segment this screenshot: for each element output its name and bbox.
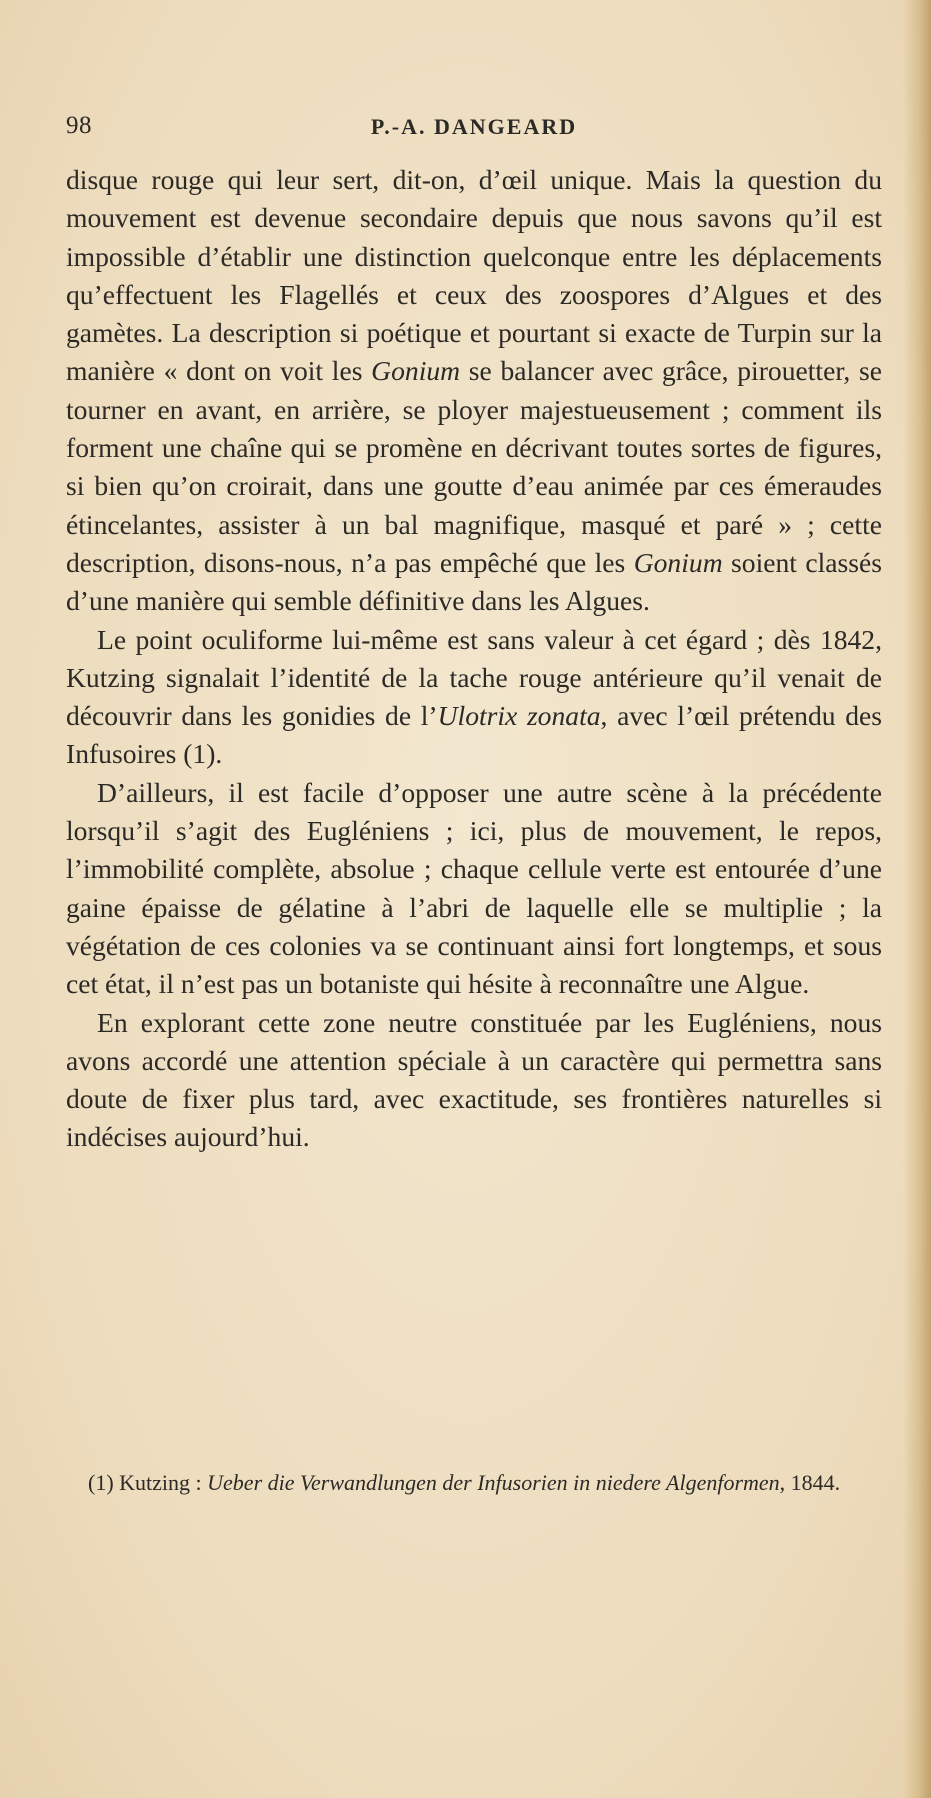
text-run: , 1844. — [779, 1470, 841, 1495]
paragraph — [66, 774, 882, 1004]
text-run: Le point oculiforme lui-même est sans valeur à cet égard ; dès 1842, Kutzing signalait l’identité de la tache rouge antérieure qu’il venait de découvrir dans les gonidies de l’ — [66, 623, 882, 732]
body-text — [66, 161, 882, 1157]
text-run: D’ailleurs, il est facile d’opposer une autre scène à la précédente lorsqu’il s’agit des Eugléniens ; ici, plus de mouvement, le repos, l’immobilité complète, absolue ; chaque cellule verte est entourée d’une gaine épaisse de gélatine à l’abri de laquelle elle se multiplie ; la végétation de ces colonies va se continuant ainsi fort longtemps, et sous cet état, il n’est pas un botaniste qui hésite à reconnaître une Algue. — [66, 776, 882, 1000]
italic-text: Gonium — [371, 355, 461, 387]
text-run: soient classés d’une manière qui semble définitive dans les Algues. — [66, 546, 882, 617]
paragraph — [66, 621, 882, 774]
text-run: (1) Kutzing : — [88, 1470, 208, 1495]
page-edge-shadow — [903, 0, 931, 1798]
italic-text: Gonium — [633, 546, 723, 578]
paragraph — [66, 1004, 882, 1157]
paragraph — [66, 161, 882, 621]
running-head: P.-A. DANGEARD — [370, 114, 578, 139]
page-number: 98 — [66, 112, 92, 139]
text-run: se balancer avec grâce, pirouetter, se tourner en avant, en arrière, se ployer majestueusement ; comment ils forment une chaîne qui se promène en décrivant toutes sortes de figures, si bien qu’on croirait, dans une goutte d’eau animée par ces émeraudes étincelantes, assister à un bal magnifique, masqué et paré » ; cette description, disons-nous, n’a pas empêché que les — [66, 355, 882, 578]
italic-text: Ulotrix zonata — [437, 700, 601, 732]
text-run: En explorant cette zone neutre constituée par les Eugléniens, nous avons accordé une attention spéciale à un caractère qui permettra sans doute de fixer plus tard, avec exactitude, ses frontières naturelles si indécises aujourd’hui. — [66, 1006, 882, 1153]
italic-text: Ueber die Verwandlungen der Infusorien in niedere Algenformen — [207, 1470, 780, 1495]
text-run: , avec l’œil prétendu des Infusoires (1). — [66, 700, 883, 770]
text-run: disque rouge qui leur sert, dit-on, d’œil unique. Mais la question du mouvement est devenue secondaire depuis que nous savons qu’il est impossible d’établir une distinction quelconque entre les déplacements qu’effectuent les Flagellés et ceux des zoospores d’Algues et des gamètes. La description si poétique et pourtant si exacte de Turpin sur la manière « dont on voit les — [66, 164, 882, 387]
page-header — [66, 112, 882, 152]
footnote — [66, 1470, 882, 1496]
